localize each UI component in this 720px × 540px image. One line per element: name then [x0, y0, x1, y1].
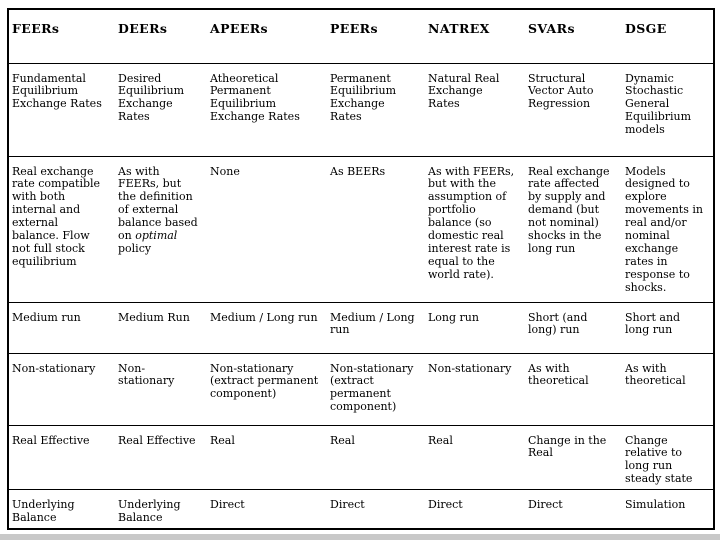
cell-approach-deers: Underlying Balance: [115, 490, 207, 529]
cell-approach-natrex: Direct: [425, 490, 525, 529]
row-full-name: [8, 63, 714, 156]
column-header-peers: PEERs: [330, 21, 378, 36]
cell-measure-apeers: Real: [207, 425, 327, 490]
header-row: [8, 9, 714, 63]
cell-fullname-peers: Permanent Equilibrium Exchange Rates: [327, 63, 425, 156]
cell-definition-apeers: None: [207, 156, 327, 302]
exchange-rate-comparison-table: [7, 8, 715, 530]
cell-approach-apeers: Direct: [207, 490, 327, 529]
cell-approach-peers: Direct: [327, 490, 425, 529]
cell-stationarity-feers: Non-stationary: [8, 353, 115, 425]
row-definition: [8, 156, 714, 302]
cell-definition-svars: Real exchange rate affected by supply and demand (but not nominal) shocks in the long run: [525, 156, 622, 302]
column-header-svars: SVARs: [528, 21, 575, 36]
cell-stationarity-apeers: Non-stationary (extract permanent component): [207, 353, 327, 425]
cell-horizon-apeers: Medium / Long run: [207, 302, 327, 353]
column-header-feers: FEERs: [12, 21, 60, 36]
cell-definition-dsge: Models designed to explore movements in real and/or nominal exchange rates in response to shocks.: [622, 156, 714, 302]
cell-horizon-svars: Short (and long) run: [525, 302, 622, 353]
column-header-dsge: DSGE: [625, 21, 667, 36]
cell-stationarity-deers: Non-stationary: [115, 353, 207, 425]
cell-stationarity-dsge: As with theoretical: [622, 353, 714, 425]
slide-bottom-edge: [0, 534, 720, 540]
cell-horizon-deers: Medium Run: [115, 302, 207, 353]
cell-stationarity-svars: As with theoretical: [525, 353, 622, 425]
cell-definition-natrex: As with FEERs, but with the assumption of portfolio balance (so domestic real interest rate is equal to the world rate).: [425, 156, 525, 302]
cell-definition-feers: Real exchange rate compatible with both internal and external balance. Flow not full stock equilibrium: [8, 156, 115, 302]
cell-fullname-dsge: Dynamic Stochastic General Equilibrium models: [622, 63, 714, 156]
cell-fullname-apeers: Atheoretical Permanent Equilibrium Exchange Rates: [207, 63, 327, 156]
cell-fullname-deers: Desired Equilibrium Exchange Rates: [115, 63, 207, 156]
cell-horizon-feers: Medium run: [8, 302, 115, 353]
cell-definition-deers: As with FEERs, but the definition of external balance based on optimal policy: [115, 156, 207, 302]
cell-fullname-natrex: Natural Real Exchange Rates: [425, 63, 525, 156]
cell-measure-dsge: Change relative to long run steady state: [622, 425, 714, 490]
cell-stationarity-natrex: Non-stationary: [425, 353, 525, 425]
row-time-horizon: [8, 302, 714, 353]
cell-stationarity-peers: Non-stationary (extract permanent component): [327, 353, 425, 425]
cell-fullname-svars: Structural Vector Auto Regression: [525, 63, 622, 156]
cell-approach-feers: Underlying Balance: [8, 490, 115, 529]
cell-approach-dsge: Simulation: [622, 490, 714, 529]
cell-measure-svars: Change in the Real: [525, 425, 622, 490]
column-header-natrex: NATREX: [428, 21, 490, 36]
cell-horizon-natrex: Long run: [425, 302, 525, 353]
cell-fullname-feers: Fundamental Equilibrium Exchange Rates: [8, 63, 115, 156]
cell-horizon-peers: Medium / Long run: [327, 302, 425, 353]
column-header-deers: DEERs: [118, 21, 168, 36]
row-measure: [8, 425, 714, 490]
cell-approach-svars: Direct: [525, 490, 622, 529]
row-estimation-approach: [8, 490, 714, 529]
cell-horizon-dsge: Short and long run: [622, 302, 714, 353]
cell-definition-peers: As BEERs: [327, 156, 425, 302]
column-header-apeers: APEERs: [210, 21, 268, 36]
cell-measure-deers: Real Effective: [115, 425, 207, 490]
cell-measure-peers: Real: [327, 425, 425, 490]
cell-measure-feers: Real Effective: [8, 425, 115, 490]
cell-measure-natrex: Real: [425, 425, 525, 490]
row-stationarity: [8, 353, 714, 425]
